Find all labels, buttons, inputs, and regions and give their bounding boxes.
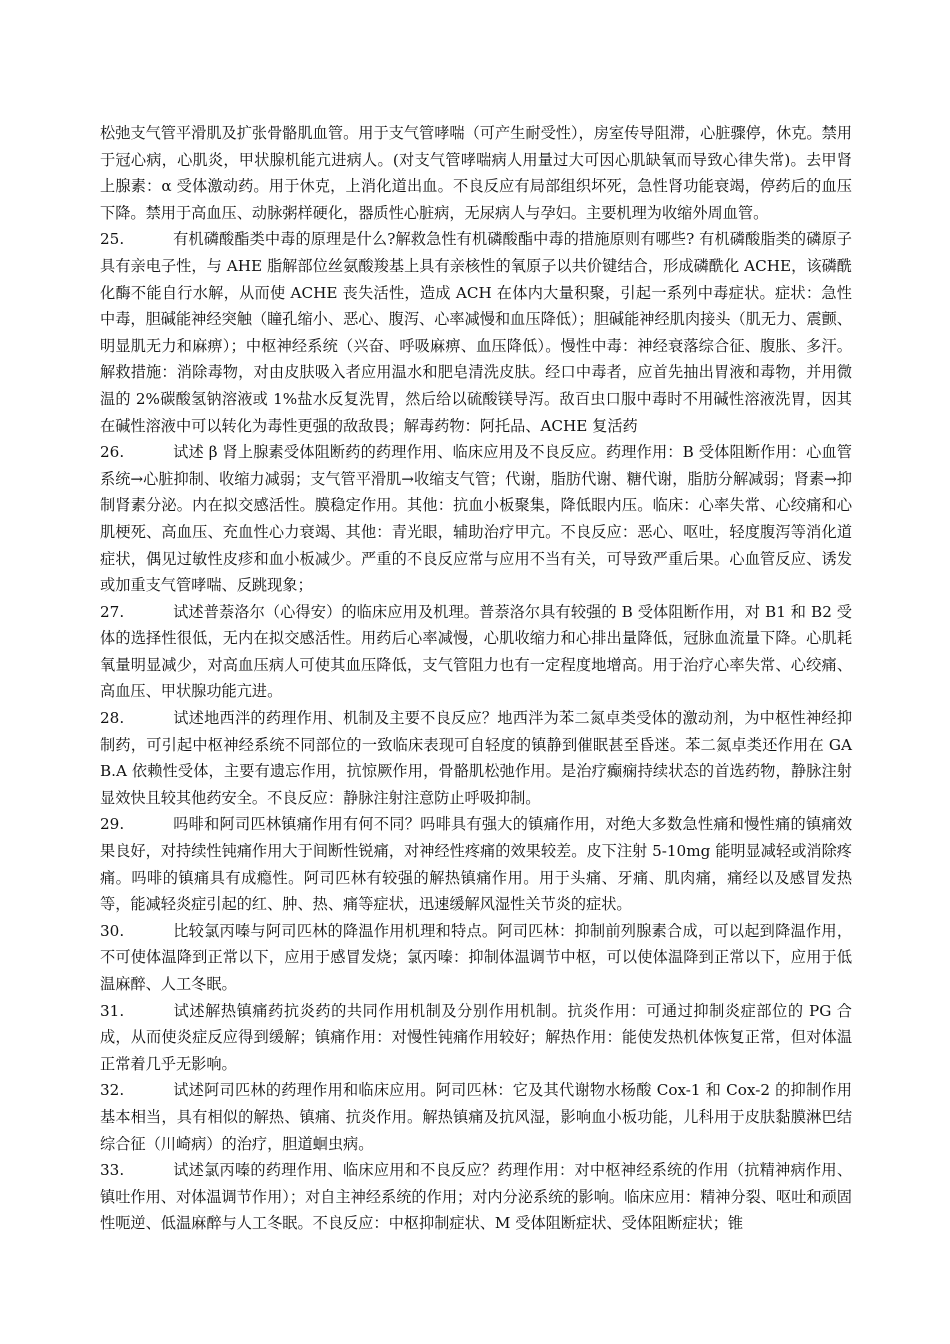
paragraph-q32 xyxy=(100,1077,852,1157)
question-number: 31. xyxy=(100,1001,125,1020)
paragraph-text: 有机磷酸酯类中毒的原理是什么?解救急性有机磷酸酯中毒的措施原则有哪些? 有机磷酸脂类的磷原子具有亲电子性，与 AHE 脂解部位丝氨酸羧基上具有亲核性的氧原子以共价键结合，形成磷酰化 ACHE，该磷酰化酶不能自行水解，从而使 ACHE 丧失活性，造成 ACH 在体内大量积聚，引起一系列中毒症状。症状：急性中毒，胆碱能神经突触（瞳孔缩小、恶心、腹泻、心率减慢和血压降低）；胆碱能神经肌肉接头（肌无力、震颤、明显肌无力和麻痹）；中枢神经系统（兴奋、呼吸麻痹、血压降低）。慢性中毒：神经衰落综合征、腹胀、多汗。解救措施：消除毒物，对由皮肤吸入者应用温水和肥皂清洗皮肤。经口中毒者，应首先抽出胃液和毒物，并用微温的 2%碳酸氢钠溶液或 1%盐水反复洗胃，然后给以硫酸镁导泻。敌百虫口服中毒时不用碱性溶液洗胃，因其在碱性溶液中可以转化为毒性更强的敌敌畏；解毒药物：阿托品、ACHE 复活药 xyxy=(100,230,852,435)
paragraph-text: 试述解热镇痛药抗炎药的共同作用机制及分别作用机制。抗炎作用：可通过抑制炎症部位的 PG 合成，从而使炎症反应得到缓解；镇痛作用：对慢性钝痛作用较好；解热作用：能使发热机体恢复正常，但对体温正常着几乎无影响。 xyxy=(100,1001,852,1073)
paragraph-q33 xyxy=(100,1157,852,1237)
paragraph-text: 试述地西泮的药理作用、机制及主要不良反应？地西泮为苯二氮卓类受体的激动剂，为中枢性神经抑制药，可引起中枢神经系统不同部位的一致临床表现可自轻度的镇静到催眠甚至昏迷。苯二氮卓类还作用在 GAB.A 依赖性受体，主要有遗忘作用，抗惊厥作用，骨骼肌松弛作用。是治疗癫痫持续状态的首选药物，静脉注射显效快且较其他药安全。不良反应：静脉注射注意防止呼吸抑制。 xyxy=(100,709,852,807)
document-page xyxy=(100,120,852,1237)
paragraph-text: 试述阿司匹林的药理作用和临床应用。阿司匹林：它及其代谢物水杨酸 Cox-1 和 Cox-2 的抑制作用基本相当，具有相似的解热、镇痛、抗炎作用。解热镇痛及抗风湿，影响血小板功能，儿科用于皮肤黏膜淋巴结综合征（川崎病）的治疗，胆道蛔虫病。 xyxy=(100,1081,852,1153)
paragraph-q28 xyxy=(100,705,852,811)
paragraph-text: 试述氯丙嗪的药理作用、临床应用和不良反应？药理作用：对中枢神经系统的作用（抗精神病作用、镇吐作用、对体温调节作用）；对自主神经系统的作用；对内分泌系统的影响。临床应用：精神分裂、呕吐和顽固性呃逆、低温麻醉与人工冬眠。不良反应：中枢抑制症状、M 受体阻断症状、受体阻断症状；锥 xyxy=(100,1161,852,1233)
paragraph-q31 xyxy=(100,998,852,1078)
question-number: 29. xyxy=(100,815,125,834)
paragraph-continuation xyxy=(100,120,852,226)
paragraph-text: 松弛支气管平滑肌及扩张骨骼肌血管。用于支气管哮喘（可产生耐受性），房室传导阻滞，心脏骤停，休克。禁用于冠心病，心肌炎，甲状腺机能亢进病人。(对支气管哮喘病人用量过大可因心肌缺氧而导致心律失常)。去甲肾上腺素：α 受体激动药。用于休克，上消化道出血。不良反应有局部组织坏死，急性肾功能衰竭，停药后的血压下降。禁用于高血压、动脉粥样硬化，器质性心脏病，无尿病人与孕妇。主要机理为收缩外周血管。 xyxy=(100,124,852,222)
question-number: 33. xyxy=(100,1161,125,1180)
question-number: 27. xyxy=(100,602,125,621)
question-number: 26. xyxy=(100,443,125,462)
paragraph-text: 试述 β 肾上腺素受体阻断药的药理作用、临床应用及不良反应。药理作用：B 受体阻断作用：心血管系统→心脏抑制、收缩力减弱；支气管平滑肌→收缩支气管；代谢，脂肪代谢、糖代谢，脂肪分解减弱；肾素→抑制肾素分泌。内在拟交感活性。膜稳定作用。其他：抗血小板聚集，降低眼内压。临床：心率失常、心绞痛和心肌梗死、高血压、充血性心力衰竭、其他：青光眼，辅助治疗甲亢。不良反应：恶心、呕吐，轻度腹泻等消化道症状，偶见过敏性皮疹和血小板减少。严重的不良反应常与应用不当有关，可导致严重后果。心血管反应、诱发或加重支气管哮喘、反跳现象； xyxy=(100,443,852,595)
paragraph-q29 xyxy=(100,811,852,917)
paragraph-text: 比较氯丙嗪与阿司匹林的降温作用机理和特点。阿司匹林：抑制前列腺素合成，可以起到降温作用，不可使体温降到正常以下，应用于感冒发烧；氯丙嗪：抑制体温调节中枢，可以使体温降到正常以下，应用于低温麻醉、人工冬眠。 xyxy=(100,921,852,993)
paragraph-text: 试述普萘洛尔（心得安）的临床应用及机理。普萘洛尔具有较强的 B 受体阻断作用，对 B1 和 B2 受体的选择性很低，无内在拟交感活性。用药后心率减慢，心肌收缩力和心排出量降低，冠脉血流量下降。心肌耗氧量明显减少，对高血压病人可使其血压降低，支气管阻力也有一定程度地增高。用于治疗心率失常、心绞痛、高血压、甲状腺功能亢进。 xyxy=(100,602,852,701)
question-number: 32. xyxy=(100,1081,125,1100)
question-number: 25. xyxy=(100,230,125,249)
paragraph-q30 xyxy=(100,918,852,998)
paragraph-text: 吗啡和阿司匹林镇痛作用有何不同？吗啡具有强大的镇痛作用，对绝大多数急性痛和慢性痛的镇痛效果良好，对持续性钝痛作用大于间断性锐痛，对神经性疼痛的效果较差。皮下注射 5-10mg 能明显减轻或消除疼痛。吗啡的镇痛具有成瘾性。阿司匹林有较强的解热镇痛作用。用于头痛、牙痛、肌肉痛，痛经以及感冒发热等，能减轻炎症引起的红、肿、热、痛等症状，迅速缓解风湿性关节炎的症状。 xyxy=(100,815,852,914)
paragraph-q25 xyxy=(100,226,852,439)
question-number: 30. xyxy=(100,921,125,940)
question-number: 28. xyxy=(100,709,125,728)
paragraph-q26 xyxy=(100,439,852,599)
paragraph-q27 xyxy=(100,599,852,705)
